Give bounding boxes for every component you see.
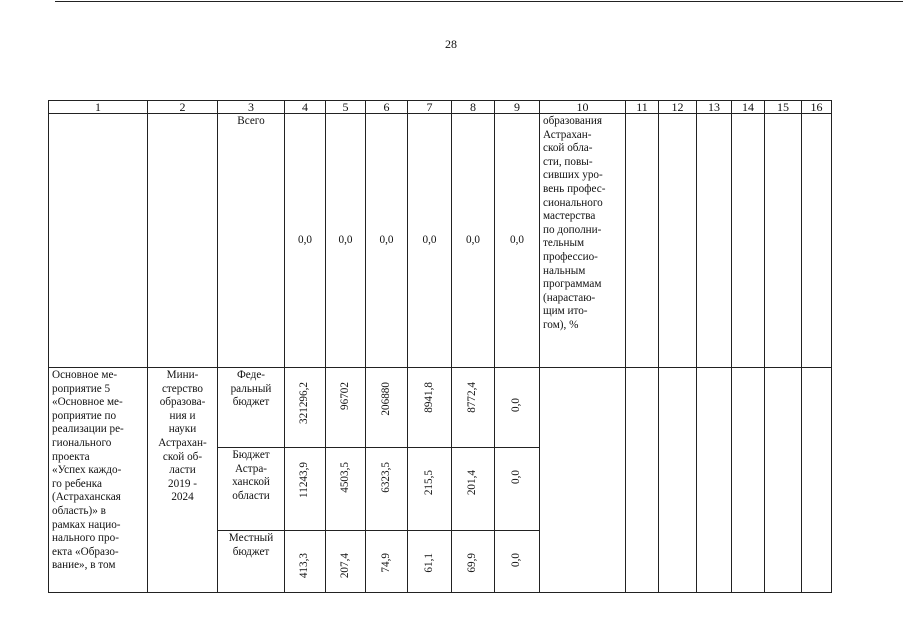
budget-value: 215,5 <box>422 470 435 496</box>
empty-cell <box>148 114 218 368</box>
funding-source-regional: Бюджет Астра- ханской области <box>218 448 285 531</box>
total-value: 0,0 <box>452 114 495 368</box>
funding-source-federal: Феде- ральный бюджет <box>218 368 285 448</box>
funding-source-total: Всего <box>218 114 285 368</box>
empty-cell <box>802 368 832 593</box>
budget-value: 321296,2 <box>298 382 311 424</box>
value-cell <box>366 531 408 593</box>
empty-cell <box>802 114 832 368</box>
value-cell <box>408 448 452 531</box>
col-number: 12 <box>659 101 697 114</box>
measure-name: Основное ме- роприятие 5 «Основное ме- роприятие по реализации ре- гионального проекта «Успех каждо- го ребенка (Астраханская область)» в рамках нацио- нального про- екта «Образо- вание», в том <box>52 369 124 572</box>
top-rule <box>55 1 903 2</box>
total-value: 0,0 <box>326 114 366 368</box>
budget-value: 0,0 <box>510 553 523 567</box>
col-number: 5 <box>326 101 366 114</box>
value-cell <box>285 368 326 448</box>
value-cell <box>366 448 408 531</box>
value-cell <box>285 531 326 593</box>
value-cell <box>452 531 495 593</box>
empty-cell <box>732 114 765 368</box>
empty-cell <box>49 114 148 368</box>
col-number: 16 <box>802 101 832 114</box>
col-number: 14 <box>732 101 765 114</box>
value-cell <box>495 448 540 531</box>
empty-cell <box>765 114 802 368</box>
value-cell <box>408 531 452 593</box>
value-cell <box>495 368 540 448</box>
budget-value: 11243,9 <box>298 462 311 498</box>
col-number: 4 <box>285 101 326 114</box>
col-number: 15 <box>765 101 802 114</box>
executor-name: Мини- стерство образова- ния и науки Астрахан- ской об- ласти 2019 - 2024 <box>158 369 207 504</box>
col-number: 7 <box>408 101 452 114</box>
empty-cell <box>697 368 732 593</box>
total-value: 0,0 <box>408 114 452 368</box>
value-cell <box>326 368 366 448</box>
col-number: 9 <box>495 101 540 114</box>
indicator-cell <box>540 114 626 368</box>
funding-source-local: Местный бюджет <box>218 531 285 593</box>
budget-value: 206880 <box>379 382 392 416</box>
budget-value: 413,3 <box>298 553 311 579</box>
budget-value: 74,9 <box>379 553 392 573</box>
federal-budget-row <box>49 368 832 448</box>
program-table <box>48 100 832 593</box>
empty-cell <box>540 368 626 593</box>
col-number: 10 <box>540 101 626 114</box>
col-number: 13 <box>697 101 732 114</box>
budget-value: 96702 <box>338 382 351 410</box>
empty-cell <box>626 368 659 593</box>
total-value: 0,0 <box>495 114 540 368</box>
col-number: 6 <box>366 101 408 114</box>
empty-cell <box>659 368 697 593</box>
executor-cell <box>148 368 218 593</box>
budget-value: 6323,5 <box>379 462 392 493</box>
budget-value: 0,0 <box>510 398 523 412</box>
empty-cell <box>626 114 659 368</box>
total-value: 0,0 <box>366 114 408 368</box>
total-row <box>49 114 832 368</box>
budget-value: 201,4 <box>466 470 479 496</box>
measure-name-cell <box>49 368 148 593</box>
col-number: 2 <box>148 101 218 114</box>
col-number: 11 <box>626 101 659 114</box>
value-cell <box>452 368 495 448</box>
empty-cell <box>765 368 802 593</box>
value-cell <box>366 368 408 448</box>
total-value: 0,0 <box>285 114 326 368</box>
value-cell <box>326 448 366 531</box>
budget-value: 61,1 <box>422 553 435 573</box>
col-number: 3 <box>218 101 285 114</box>
page-number: 28 <box>445 37 457 51</box>
value-cell <box>285 448 326 531</box>
col-number: 1 <box>49 101 148 114</box>
value-cell <box>408 368 452 448</box>
value-cell <box>452 448 495 531</box>
budget-value: 8941,8 <box>422 382 435 413</box>
value-cell <box>495 531 540 593</box>
column-number-row <box>49 101 832 114</box>
budget-value: 4503,5 <box>338 462 351 493</box>
empty-cell <box>659 114 697 368</box>
indicator-text: образования Астрахан- ской обла- сти, повы- сивших уро- вень профес- сионального мастерства по дополни- тельным профессио- нальным программам (нарастаю- щим ито- гом), % <box>543 115 606 331</box>
value-cell <box>326 531 366 593</box>
budget-value: 207,4 <box>338 553 351 579</box>
empty-cell <box>732 368 765 593</box>
empty-cell <box>697 114 732 368</box>
budget-value: 69,9 <box>466 553 479 573</box>
budget-value: 8772,4 <box>466 382 479 413</box>
budget-value: 0,0 <box>510 470 523 484</box>
col-number: 8 <box>452 101 495 114</box>
